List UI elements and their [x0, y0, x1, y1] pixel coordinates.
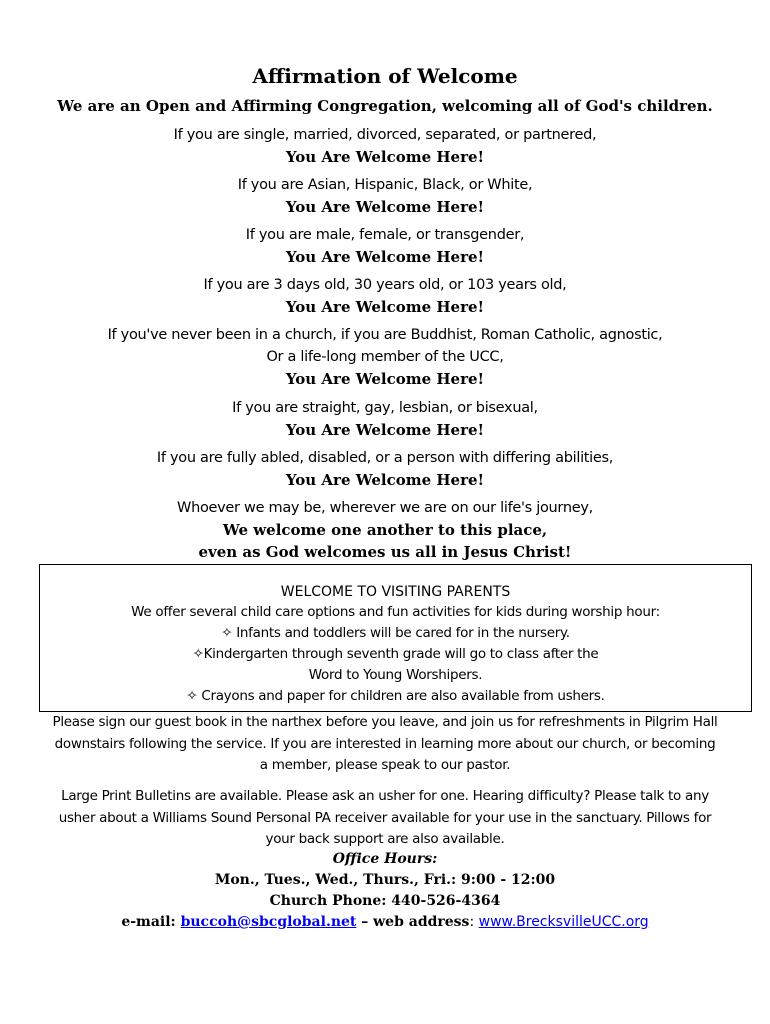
stanza-5 [0, 324, 770, 390]
page-title: Affirmation of Welcome [252, 64, 518, 88]
box-item-crayons: ✧ Crayons and paper for children are also available from ushers. [186, 688, 605, 704]
stanza-7 [0, 447, 770, 491]
office-hours: Mon., Tues., Wed., Thurs., Fri.: 9:00 - 12:00 [214, 872, 556, 888]
stanza-line: If you are fully abled, disabled, or a person with differing abilities, [156, 450, 614, 466]
accessibility-paragraph [40, 786, 730, 851]
stanza-2 [0, 174, 770, 218]
email-link[interactable]: buccoh@sbcglobal.net [180, 914, 357, 930]
stanza-response: You Are Welcome Here! [285, 248, 485, 266]
box-item-kindergarten: ✧Kindergarten through seventh grade will go to class after the [192, 646, 599, 662]
email-label: e-mail: [121, 914, 181, 930]
stanza-1 [0, 124, 770, 168]
stanza-response: You Are Welcome Here! [285, 198, 485, 216]
accessibility-line: Large Print Bulletins are available. Please ask an usher for one. Hearing difficulty? Please talk to any [61, 788, 709, 804]
accessibility-line: usher about a Williams Sound Personal PA receiver available for your use in the sanctuary. Pillows for [58, 809, 712, 826]
stanza-4 [0, 274, 770, 318]
guestbook-paragraph [40, 712, 730, 777]
stanza-line: Or a life-long member of the UCC, [266, 349, 504, 365]
closing-bold-2: even as God welcomes us all in Jesus Christ! [198, 543, 572, 561]
stanza-response: You Are Welcome Here! [285, 370, 485, 388]
box-item-kindergarten-cont: Word to Young Worshipers. [308, 667, 483, 683]
web-colon: : [469, 914, 479, 930]
box-heading: WELCOME TO VISITING PARENTS [280, 584, 511, 600]
visiting-parents-box [39, 564, 752, 712]
guestbook-line: a member, please speak to our pastor. [259, 757, 511, 773]
church-phone: Church Phone: 440-526-4364 [269, 893, 501, 909]
stanza-line: If you are male, female, or transgender, [245, 227, 525, 243]
stanza-line: If you are straight, gay, lesbian, or bisexual, [232, 400, 538, 416]
stanza-response: You Are Welcome Here! [285, 471, 485, 489]
stanza-line: If you've never been in a church, if you are Buddhist, Roman Catholic, agnostic, [107, 327, 663, 343]
stanza-response: You Are Welcome Here! [285, 148, 485, 166]
box-intro: We offer several child care options and fun activities for kids during worship hour: [131, 604, 660, 620]
stanza-response: You Are Welcome Here! [285, 298, 485, 316]
page-subtitle: We are an Open and Affirming Congregation, welcoming all of God's children. [57, 97, 713, 115]
guestbook-line: downstairs following the service. If you are interested in learning more about our church, or becoming [54, 735, 716, 752]
closing-line: Whoever we may be, wherever we are on our life's journey, [177, 500, 593, 516]
stanza-line: If you are single, married, divorced, separated, or partnered, [173, 127, 597, 143]
stanza-3 [0, 224, 770, 268]
stanza-line: If you are 3 days old, 30 years old, or 103 years old, [203, 277, 567, 293]
stanza-line: If you are Asian, Hispanic, Black, or White, [237, 177, 533, 193]
office-info [0, 849, 770, 933]
contact-line [0, 912, 770, 933]
accessibility-line: your back support are also available. [265, 831, 505, 847]
box-item-nursery: ✧ Infants and toddlers will be cared for in the nursery. [221, 625, 570, 641]
closing-stanza [0, 497, 770, 563]
web-label: – web address [356, 914, 470, 930]
guestbook-line: Please sign our guest book in the narthex before you leave, and join us for refreshments in Pilgrim Hall [52, 714, 718, 730]
office-hours-heading: Office Hours: [332, 851, 438, 867]
stanza-6 [0, 397, 770, 441]
web-link[interactable]: www.BrecksvilleUCC.org [478, 914, 649, 930]
stanza-response: You Are Welcome Here! [285, 421, 485, 439]
closing-bold-1: We welcome one another to this place, [222, 521, 548, 539]
